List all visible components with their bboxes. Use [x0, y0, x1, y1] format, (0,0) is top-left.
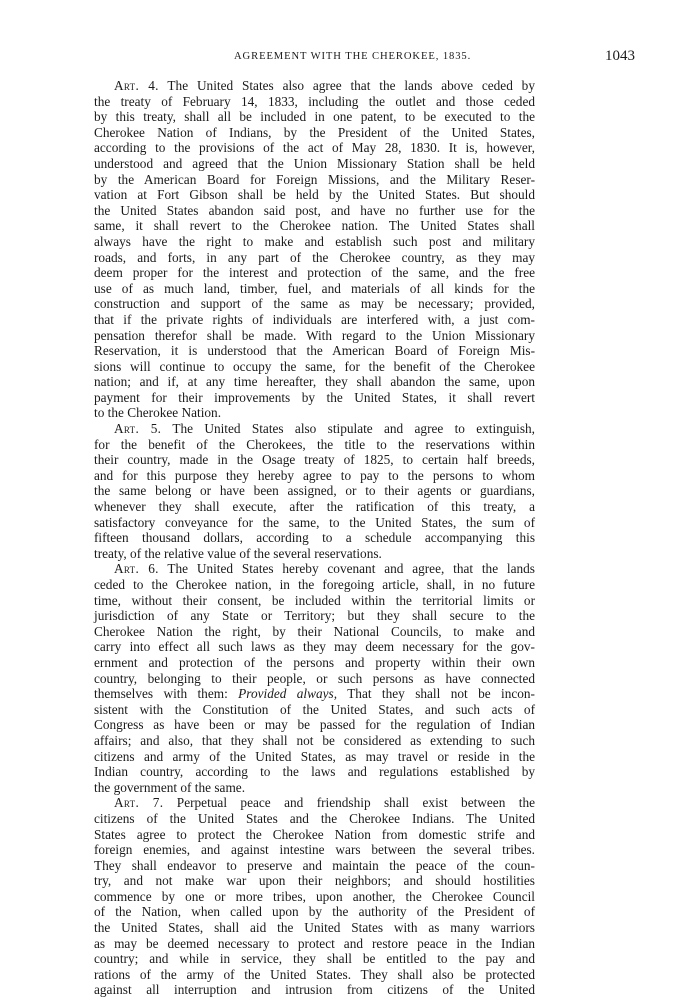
text-line: country, belonging to their people, or such persons as have connected	[94, 670, 535, 686]
text-line: understood and agreed that the Union Missionary Station shall be held	[94, 155, 535, 171]
text-line: by the American Board for Foreign Missions, and the Military Reser-	[94, 171, 535, 187]
document-body	[94, 78, 535, 998]
text-line: whenever they shall execute, after the ratification of this treaty, a	[94, 499, 535, 515]
text-line: carry into effect all such laws as they may deem necessary for the gov-	[94, 639, 535, 655]
text-line: by this treaty, shall all be included in one patent, to be executed to the	[94, 109, 535, 125]
text-line: sions will continue to occupy the same, for the benefit of the Cherokee	[94, 358, 535, 374]
text-line: deem proper for the interest and protection of the same, and the free	[94, 265, 535, 281]
article-label: Art. 6.	[114, 561, 159, 577]
text-line: vation at Fort Gibson shall be held by the United States. But should	[94, 187, 535, 203]
text-line: the treaty of February 14, 1833, including the outlet and those ceded	[94, 93, 535, 109]
text-line: citizens and army of the United States, as may travel or reside in the	[94, 748, 535, 764]
text-line: commence by one or more tribes, upon another, the Cherokee Council	[94, 888, 535, 904]
text-line: that if the private rights of individuals are interfered with, a just com-	[94, 311, 535, 327]
article-7	[94, 795, 535, 998]
text-line: same, it shall revert to the Cherokee nation. The United States shall	[94, 218, 535, 234]
text-line: affairs; and also, that they shall not be considered as extending to such	[94, 732, 535, 748]
text-line: country; and while in service, they shall be entitled to the pay and	[94, 951, 535, 967]
text-line: the United States abandon said post, and have no further use for the	[94, 202, 535, 218]
running-head	[94, 48, 635, 68]
text-line: according to the provisions of the act of May 28, 1830. It is, however,	[94, 140, 535, 156]
text-line: Art. 4. The United States also agree that the lands above ceded by	[114, 78, 535, 93]
proviso-italic: Provided always,	[238, 686, 338, 702]
text-line: Congress as have been or may be passed for the regulation of Indian	[94, 717, 535, 733]
text-line: against all interruption and intrusion from citizens of the United	[94, 982, 535, 998]
text-line: the government of the same.	[94, 779, 246, 795]
text-line: treaty, of the relative value of the several reservations.	[94, 545, 382, 561]
text-line: use of as much land, timber, fuel, and materials of all kinds for the	[94, 280, 535, 296]
text-line: ceded to the Cherokee nation, in the foregoing article, shall, in no future	[94, 577, 535, 592]
text-line: try, and not make war upon their neighbors; and should hostilities	[94, 873, 535, 889]
text-line: fifteen thousand dollars, according to a schedule accompanying this	[94, 530, 535, 546]
page-number: 1043	[605, 48, 635, 64]
text-line: Indian country, according to the laws and regulations established by	[94, 764, 535, 780]
article-4	[94, 78, 535, 421]
text-line: payment for their improvements by the United States, it shall revert	[94, 389, 535, 405]
text-line: jurisdiction of any State or Territory; but they shall secure to the	[94, 608, 535, 624]
text-line: Cherokee Nation of Indians, by the President of the United States,	[94, 124, 535, 140]
text-line: Reservation, it is understood that the American Board of Foreign Mis-	[94, 343, 535, 359]
text-line: the United States, shall aid the United States with as many warriors	[94, 920, 535, 936]
text-line: rations of the army of the United States. They shall also be protected	[94, 966, 535, 982]
text-line: of the Nation, when called upon by the authority of the President of	[94, 904, 535, 920]
text-line: construction and support of the same as may be necessary; provided,	[94, 296, 535, 312]
text-line: Art. 6. The United States hereby covenant and agree, that the lands	[114, 561, 535, 577]
text-line: for the benefit of the Cherokees, the title to the reservations within	[94, 436, 535, 452]
text-line: They shall endeavor to preserve and maintain the peace of the coun-	[94, 857, 535, 873]
text-line: ernment and protection of the persons and property within their own	[94, 654, 535, 670]
article-label: Art. 5.	[114, 421, 162, 437]
text-line: Cherokee Nation the right, by their National Councils, to make and	[94, 623, 535, 639]
text-line: and for this purpose they hereby agree to pay to the persons to whom	[94, 467, 535, 483]
text-line: Art. 7. Perpetual peace and friendship shall exist between the	[114, 795, 536, 811]
article-5	[94, 421, 535, 561]
text-line: themselves with them: Provided always, That they shall not be incon-	[94, 686, 535, 702]
article-label: Art. 4.	[114, 78, 159, 93]
text-line: their country, made in the Osage treaty of 1825, to certain half breeds,	[94, 452, 535, 468]
article-6	[94, 561, 535, 795]
text-line: the same belong or have been assigned, or to their agents or guardians,	[94, 483, 535, 499]
text-line: satisfactory conveyance for the same, to the United States, the sum of	[94, 514, 535, 530]
text-line: citizens of the United States and the Cherokee Indians. The United	[94, 810, 535, 826]
article-label: Art. 7.	[114, 795, 164, 811]
text-line: foreign enemies, and against intestine wars between the several tribes.	[94, 842, 535, 858]
text-line: States agree to protect the Cherokee Nation from domestic strife and	[94, 826, 535, 842]
text-line: sistent with the Constitution of the United States, and such acts of	[94, 701, 535, 717]
text-line: nation; and if, at any time hereafter, they shall abandon the same, upon	[94, 374, 535, 390]
text-line: Art. 5. The United States also stipulate and agree to extinguish,	[114, 421, 535, 437]
text-line: to the Cherokee Nation.	[94, 405, 222, 421]
running-title: AGREEMENT WITH THE CHEROKEE, 1835.	[234, 51, 472, 62]
text-line: as may be deemed necessary to protect and restore peace in the Indian	[94, 935, 535, 951]
text-line: pensation therefor shall be made. With regard to the Union Missionary	[94, 327, 535, 343]
text-line: always have the right to make and establish such post and military	[94, 233, 535, 249]
text-line: time, without their consent, be included within the territorial limits or	[94, 592, 535, 608]
text-line: roads, and forts, in any part of the Cherokee country, as they may	[94, 249, 535, 265]
